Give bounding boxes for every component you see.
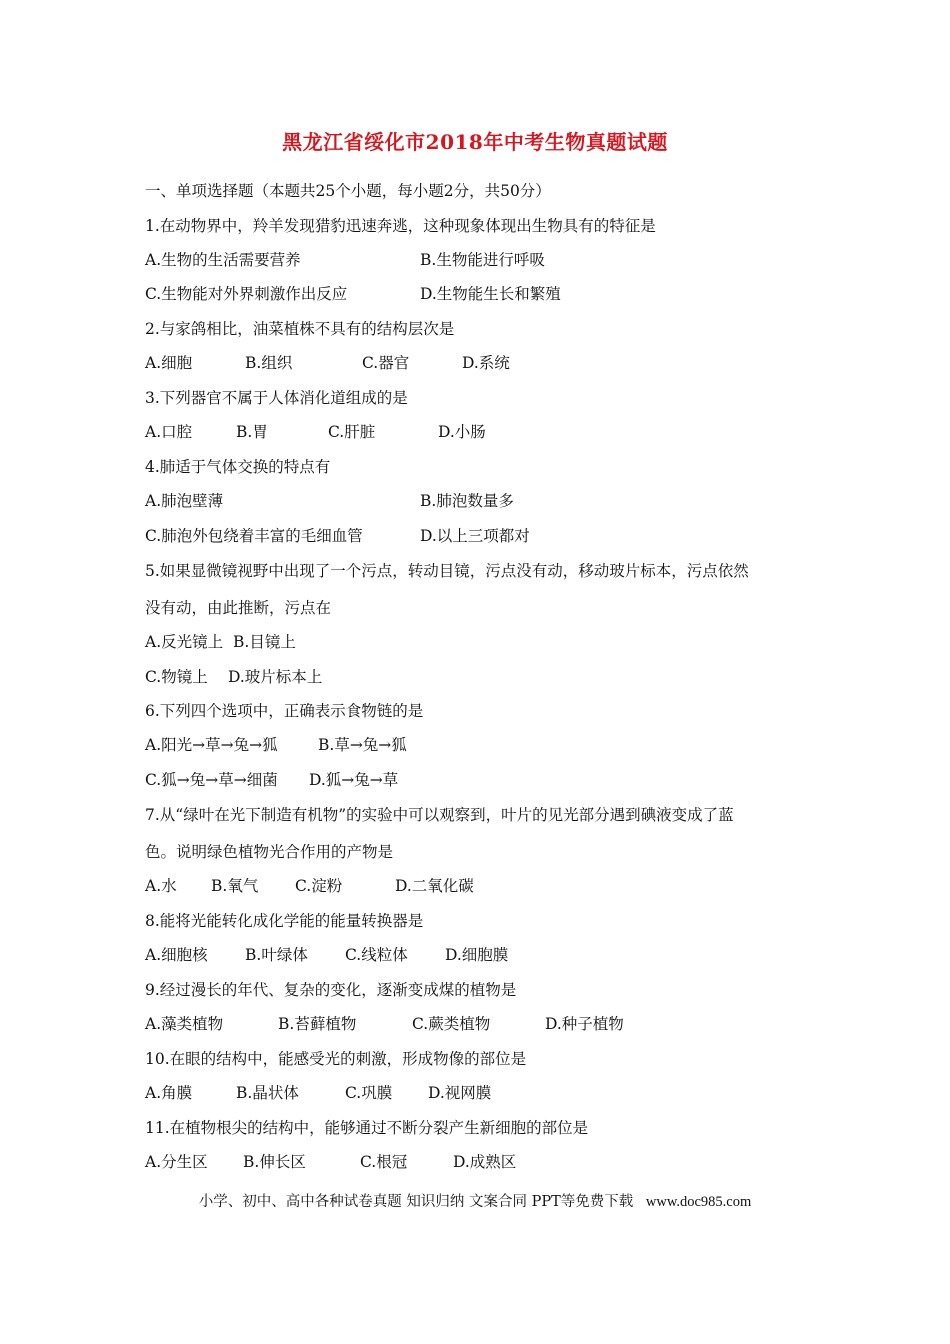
question-3-option-c: C.肝脏 — [328, 423, 376, 441]
question-6-stem: 6.下列四个选项中，正确表示食物链的是 — [145, 702, 424, 720]
question-3-option-d: D.小肠 — [438, 423, 486, 441]
question-6-option-c: C.狐→兔→草→细菌 — [145, 771, 278, 789]
question-5-option-d: D.玻片标本上 — [228, 668, 323, 686]
question-5-stem-line-1: 5.如果显微镜视野中出现了一个污点，转动目镜，污点没有动，移动玻片标本，污点依然 — [145, 562, 749, 580]
question-9-option-d: D.种子植物 — [545, 1015, 624, 1033]
question-3-option-a: A.口腔 — [145, 423, 193, 441]
document-title: 黑龙江省绥化市2018年中考生物真题试题 — [282, 130, 668, 154]
question-3-stem: 3.下列器官不属于人体消化道组成的是 — [145, 389, 408, 407]
question-7-option-a: A.水 — [145, 877, 177, 895]
question-1-option-b: B.生物能进行呼吸 — [420, 251, 545, 269]
question-6-option-a: A.阳光→草→兔→狐 — [145, 736, 278, 754]
question-9-stem: 9.经过漫长的年代、复杂的变化，逐渐变成煤的植物是 — [145, 981, 517, 999]
question-3-option-b: B.胃 — [236, 423, 268, 441]
question-8-option-c: C.线粒体 — [345, 946, 408, 964]
question-10-option-a: A.角膜 — [145, 1084, 193, 1102]
question-4-option-b: B.肺泡数量多 — [420, 492, 514, 510]
question-2-option-a: A.细胞 — [145, 354, 193, 372]
footer-link[interactable]: www.doc985.com — [645, 1194, 752, 1210]
question-9-option-b: B.苔藓植物 — [278, 1015, 357, 1033]
question-5-stem-line-2: 没有动，由此推断，污点在 — [145, 599, 332, 617]
question-11-option-b: B.伸长区 — [243, 1153, 306, 1171]
question-5-option-a: A.反光镜上 — [145, 633, 224, 651]
footer-text: 小学、初中、高中各种试卷真题 知识归纳 文案合同 PPT等免费下载 — [198, 1194, 634, 1210]
question-1-stem: 1.在动物界中，羚羊发现猎豹迅速奔逃，这种现象体现出生物具有的特征是 — [145, 217, 656, 235]
question-4-option-c: C.肺泡外包绕着丰富的毛细血管 — [145, 527, 363, 545]
question-7-option-c: C.淀粉 — [295, 877, 343, 895]
question-6-option-b: B.草→兔→狐 — [318, 736, 407, 754]
question-7-option-d: D.二氧化碳 — [395, 877, 474, 895]
question-7-option-b: B.氧气 — [211, 877, 259, 895]
question-8-option-d: D.细胞膜 — [445, 946, 509, 964]
question-1-option-d: D.生物能生长和繁殖 — [420, 285, 561, 303]
question-11-option-a: A.分生区 — [145, 1153, 208, 1171]
question-5-option-c: C.物镜上 — [145, 668, 208, 686]
question-8-option-a: A.细胞核 — [145, 946, 208, 964]
question-7-stem-line-1: 7.从“绿叶在光下制造有机物”的实验中可以观察到，叶片的见光部分遇到碘液变成了蓝 — [145, 806, 734, 824]
question-4-option-a: A.肺泡壁薄 — [145, 492, 224, 510]
question-11-option-d: D.成熟区 — [453, 1153, 517, 1171]
question-4-stem: 4.肺适于气体交换的特点有 — [145, 458, 331, 476]
question-8-option-b: B.叶绿体 — [245, 946, 308, 964]
question-10-option-b: B.晶状体 — [236, 1084, 299, 1102]
question-2-option-c: C.器官 — [362, 354, 410, 372]
question-10-stem: 10.在眼的结构中，能感受光的刺激，形成物像的部位是 — [145, 1050, 527, 1068]
footer-ad — [0, 1192, 950, 1212]
question-6-option-d: D.狐→兔→草 — [309, 771, 399, 789]
section-heading: 一、单项选择题（本题共25个小题，每小题2分，共50分） — [145, 182, 551, 200]
question-2-stem: 2.与家鸽相比，油菜植株不具有的结构层次是 — [145, 320, 455, 338]
question-10-option-d: D.视网膜 — [428, 1084, 492, 1102]
question-5-option-b: B.目镜上 — [233, 633, 296, 651]
question-9-option-c: C.蕨类植物 — [412, 1015, 491, 1033]
question-8-stem: 8.能将光能转化成化学能的能量转换器是 — [145, 912, 424, 930]
question-2-option-d: D.系统 — [462, 354, 510, 372]
question-2-option-b: B.组织 — [245, 354, 293, 372]
question-7-stem-line-2: 色。说明绿色植物光合作用的产物是 — [145, 843, 394, 861]
question-11-option-c: C.根冠 — [360, 1153, 408, 1171]
question-9-option-a: A.藻类植物 — [145, 1015, 224, 1033]
question-4-option-d: D.以上三项都对 — [420, 527, 530, 545]
question-1-option-a: A.生物的生活需要营养 — [145, 251, 301, 269]
question-11-stem: 11.在植物根尖的结构中，能够通过不断分裂产生新细胞的部位是 — [145, 1119, 589, 1137]
question-1-option-c: C.生物能对外界刺激作出反应 — [145, 285, 348, 303]
question-10-option-c: C.巩膜 — [345, 1084, 393, 1102]
